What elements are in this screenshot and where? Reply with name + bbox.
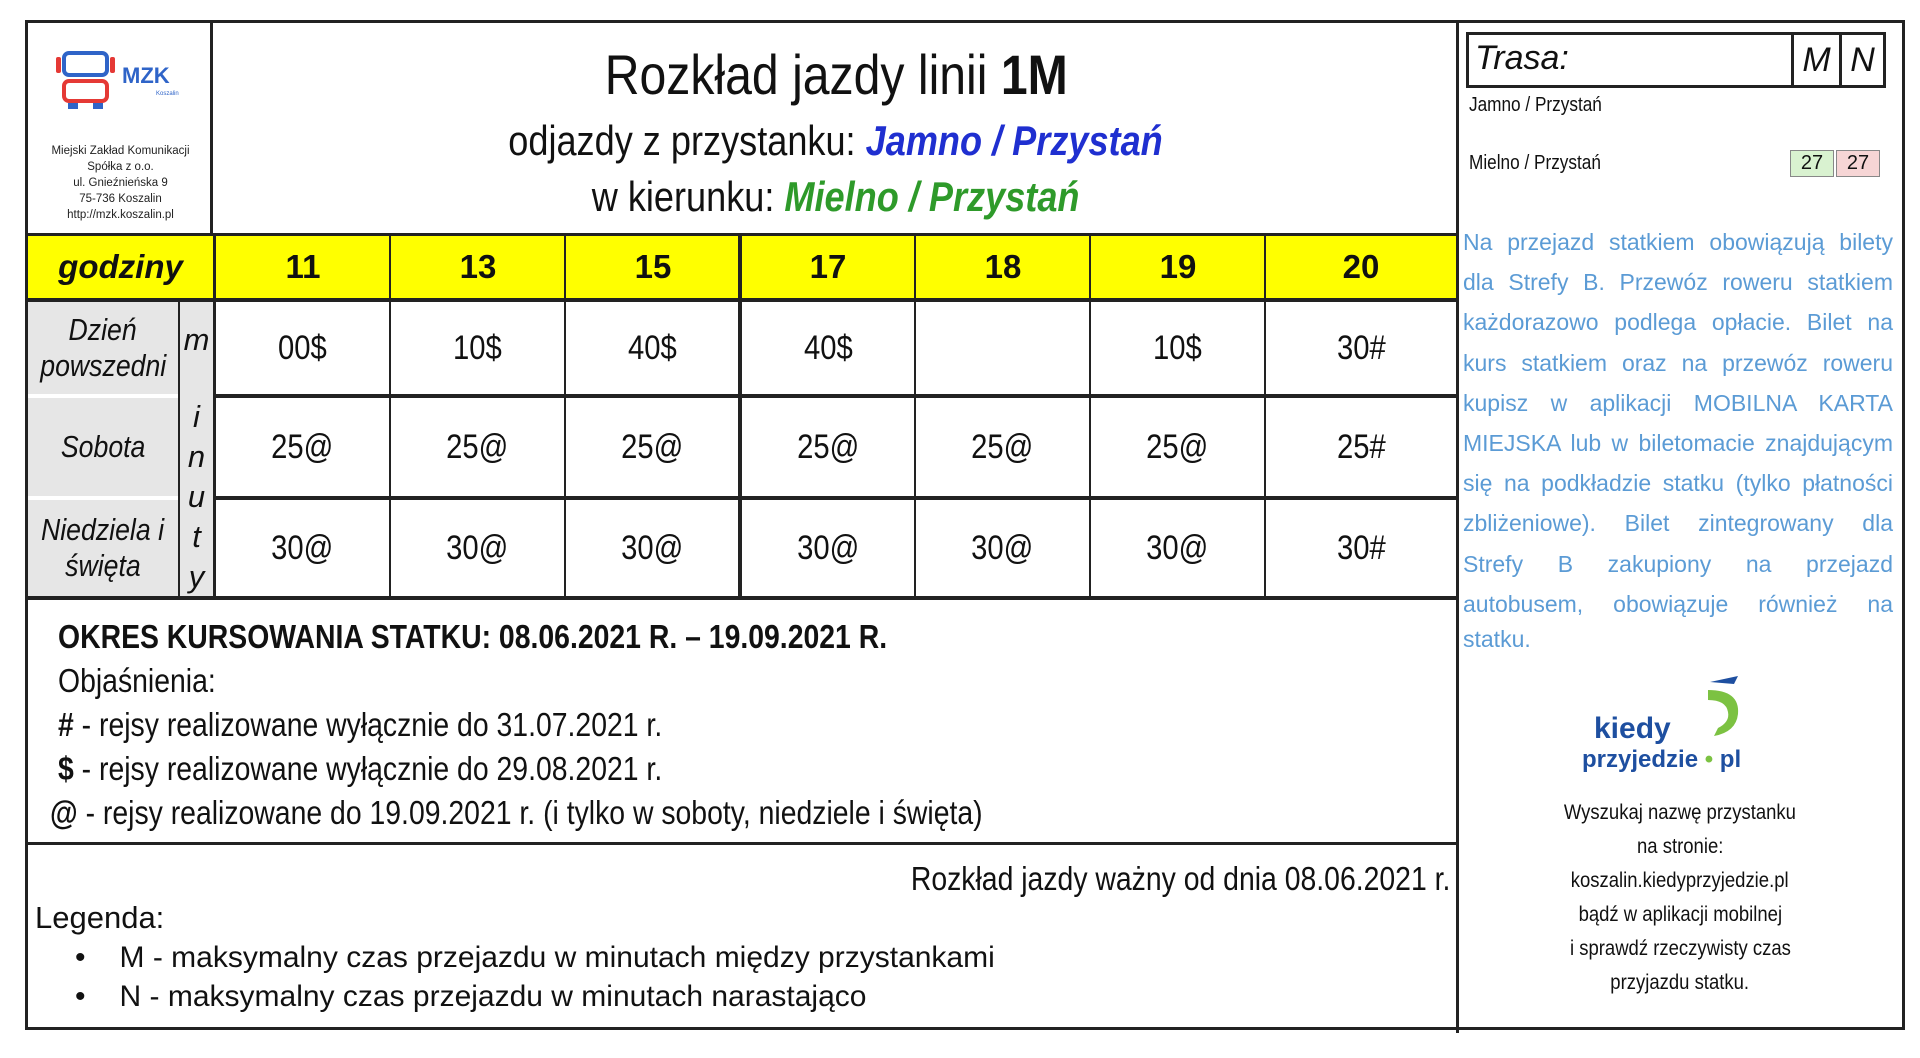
logo-subtext: Koszalin — [156, 91, 179, 97]
kiedy-line: przyjazdu statku. — [1610, 970, 1750, 994]
minute-cell: 40$ — [628, 328, 677, 367]
route-col-n: N — [1850, 40, 1875, 79]
minute-cell: 10$ — [453, 328, 502, 367]
info-line: każdorazowo podlega opłacie. Bilet na — [1463, 309, 1893, 336]
info-line: dla Strefy B. Przewóz roweru statkiem — [1463, 269, 1893, 296]
to-stop: Mielno / Przystań — [784, 173, 1080, 220]
company-block — [28, 23, 213, 233]
from-stop: Jamno / Przystań — [866, 117, 1164, 164]
minute-cell: 25@ — [446, 427, 509, 466]
route-col-m: M — [1802, 40, 1831, 79]
explanation-item: # - rejsy realizowane wyłącznie do 31.07.2021 r. — [58, 706, 663, 743]
legend-item: • M - maksymalny czas przejazdu w minutach między przystankami — [75, 941, 995, 974]
line-number: 1M — [1000, 42, 1068, 106]
minutes-letter: y — [188, 559, 205, 594]
title-prefix: Rozkład jazdy linii — [604, 42, 988, 106]
grid-line — [178, 300, 180, 598]
minute-cell: 30# — [1336, 528, 1386, 567]
info-line: Na przejazd statkiem obowiązują bilety — [1463, 229, 1893, 255]
info-line: zbliżeniowe). Bilet zintegrowany dla — [1463, 510, 1893, 537]
info-line: się na podkładzie statku (tylko płatności — [1463, 470, 1893, 497]
address-line: Spółka z o.o. — [87, 161, 154, 173]
minute-cell: 00$ — [278, 328, 327, 367]
hour-cell: 18 — [984, 248, 1022, 285]
kiedy-line: bądź w aplikacji mobilnej — [1578, 902, 1782, 926]
hour-cell: 15 — [634, 248, 672, 285]
service-period: OKRES KURSOWANIA STATKU: 08.06.2021 R. – 19.09.2021 R. — [58, 618, 888, 655]
ticket-info — [1463, 222, 1893, 624]
address-line: Miejski Zakład Komunikacji — [51, 145, 190, 157]
explanation-item: $ - rejsy realizowane wyłącznie do 29.08.2021 r. — [58, 750, 663, 787]
info-line: statku. — [1463, 626, 1531, 652]
panel-divider — [1456, 20, 1459, 1033]
address-line: 75-736 Koszalin — [79, 193, 162, 205]
minute-cell: 30@ — [446, 528, 509, 567]
page-title — [216, 41, 1456, 107]
minute-cell: 25@ — [271, 427, 334, 466]
minute-cell: 25@ — [621, 427, 684, 466]
day-label-sunday: Niedziela i święta — [28, 500, 178, 596]
minutes-letter: m — [183, 322, 210, 357]
route-stop: Jamno / Przystań — [1469, 94, 1602, 116]
minute-cell: 30@ — [971, 528, 1034, 567]
info-line: MIEJSKA lub w biletomacie znajdującym — [1463, 430, 1893, 457]
minute-cell: 25# — [1336, 427, 1386, 466]
kiedy-line: Wyszukaj nazwę przystanku — [1563, 800, 1797, 824]
address-line: http://mzk.koszalin.pl — [67, 209, 174, 221]
minute-cell: 30@ — [796, 528, 860, 567]
section-divider — [25, 842, 1457, 845]
company-address — [28, 143, 213, 223]
minute-cell: 25@ — [971, 427, 1034, 466]
minute-cell: 30@ — [1146, 528, 1209, 567]
logo-text: MZK — [122, 63, 170, 88]
hour-cell: 17 — [809, 248, 847, 285]
minute-cell: 30@ — [621, 528, 684, 567]
valid-from: Rozkład jazdy ważny od dnia 08.06.2021 r. — [910, 860, 1450, 897]
route-time-n: 27 — [1836, 150, 1880, 177]
info-line: autobusem, obowiązuje również na — [1463, 590, 1893, 617]
minutes-letter: n — [187, 439, 206, 474]
route-label: Trasa: — [1475, 39, 1569, 77]
minutes-letter: u — [187, 479, 206, 514]
header-title-block — [216, 23, 1456, 233]
hour-cell: 20 — [1342, 248, 1380, 285]
hours-label: godziny — [28, 236, 213, 298]
hour-cell: 13 — [459, 248, 497, 285]
to-prefix: w kierunku: — [592, 173, 775, 220]
kiedy-line: i sprawdź rzeczywisty czas — [1569, 936, 1791, 960]
info-line: Strefy B zakupiony na przejazd — [1463, 550, 1893, 577]
minute-cell: 30# — [1336, 328, 1386, 367]
kiedy-line: na stronie: — [1636, 834, 1724, 858]
explanation-item: @ - rejsy realizowane do 19.09.2021 r. (i tylko w soboty, niedziele i święta) — [50, 794, 983, 831]
from-prefix: odjazdy z przystanku: — [508, 117, 857, 164]
hour-cell: 11 — [285, 248, 321, 285]
address-line: ul. Gnieźnieńska 9 — [73, 177, 168, 189]
minute-cell: 40$ — [803, 328, 853, 367]
minute-cell — [916, 302, 1089, 394]
to-stop-line — [216, 171, 1456, 223]
kiedy-instructions — [1460, 795, 1900, 999]
legend-title: Legenda: — [35, 900, 165, 935]
explanations-title: Objaśnienia: — [58, 662, 216, 699]
minute-cell: 25@ — [796, 427, 860, 466]
hour-cell: 19 — [1159, 248, 1197, 285]
minute-cell: 25@ — [1146, 427, 1209, 466]
day-label-saturday: Sobota — [28, 398, 178, 496]
kiedy-logo-bottom: przyjedzie • pl — [1582, 746, 1742, 773]
info-line: kurs statkiem oraz na przewóz roweru — [1463, 349, 1893, 376]
route-time-m: 27 — [1790, 150, 1834, 177]
route-header — [1466, 32, 1886, 88]
minute-cell: 30@ — [271, 528, 334, 567]
minutes-letter: i — [193, 399, 200, 434]
mzk-logo-icon — [52, 51, 192, 113]
kiedyprzyjedzie-logo — [1582, 672, 1770, 780]
day-label-weekday: Dzień powszedni — [28, 302, 178, 394]
minute-cell: 10$ — [1153, 328, 1202, 367]
minutes-letter: t — [192, 519, 201, 554]
kiedy-line[interactable]: koszalin.kiedyprzyjedzie.pl — [1571, 868, 1789, 892]
legend-item: • N - maksymalny czas przejazdu w minutach narastająco — [75, 980, 867, 1013]
route-stop: Mielno / Przystań — [1469, 152, 1601, 174]
from-stop-line — [216, 115, 1456, 167]
kiedy-logo-top: kiedy — [1594, 712, 1671, 745]
info-line: kupisz w aplikacji MOBILNA KARTA — [1463, 389, 1893, 416]
